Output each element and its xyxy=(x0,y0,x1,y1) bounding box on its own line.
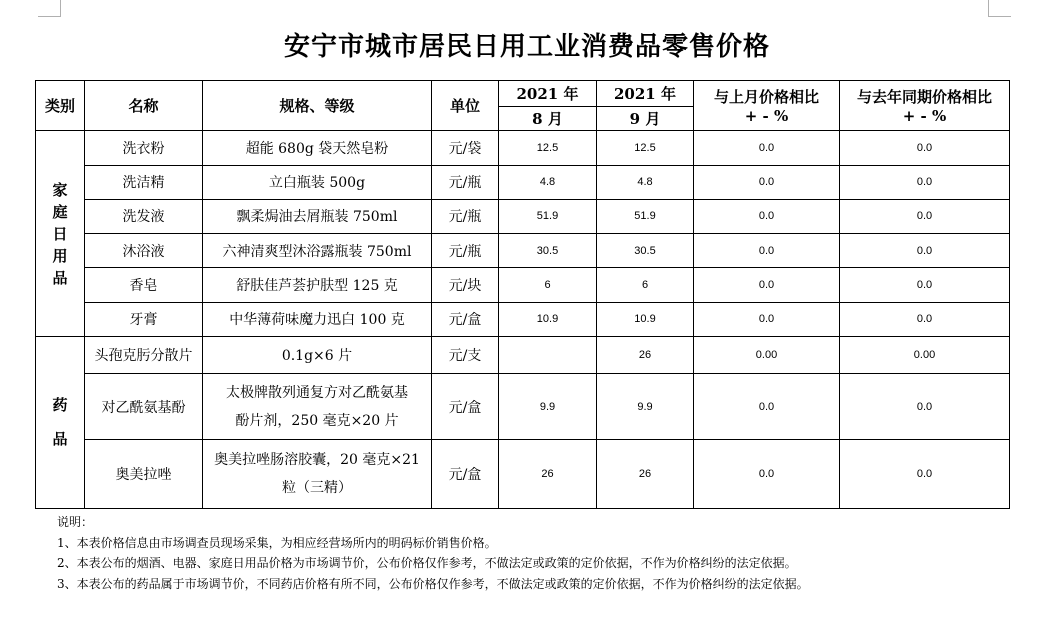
item-unit: 元/盒 xyxy=(432,440,499,509)
item-spec: 超能 680g 袋天然皂粉 xyxy=(203,131,432,165)
item-name: 洗发液 xyxy=(85,199,203,233)
price-aug: 4.8 xyxy=(499,165,597,199)
table-row xyxy=(36,234,1010,268)
item-spec: 中华薄荷味魔力迅白 100 克 xyxy=(203,302,432,336)
item-unit: 元/块 xyxy=(432,268,499,302)
change-mom: 0.00 xyxy=(694,336,840,373)
table-row xyxy=(36,131,1010,165)
header-unit: 单位 xyxy=(432,81,499,131)
change-yoy: 0.0 xyxy=(840,131,1010,165)
header-year-sep: 2021 年 xyxy=(597,81,694,107)
change-yoy: 0.0 xyxy=(840,268,1010,302)
item-spec: 飘柔焗油去屑瓶装 750ml xyxy=(203,199,432,233)
change-mom: 0.0 xyxy=(694,131,840,165)
item-spec-line: 太极牌散列通复方对乙酰氨基 xyxy=(226,384,408,401)
price-sep: 12.5 xyxy=(597,131,694,165)
header-mom-line2: + - % xyxy=(744,107,789,126)
header-month-sep: 9 月 xyxy=(597,107,694,131)
item-unit: 元/支 xyxy=(432,336,499,373)
header-mom-line1: 与上月价格相比 xyxy=(713,88,819,107)
item-spec-line: 粒（三精） xyxy=(282,480,352,497)
change-yoy: 0.00 xyxy=(840,336,1010,373)
item-unit: 元/瓶 xyxy=(432,165,499,199)
header-category: 类别 xyxy=(36,81,85,131)
header-row xyxy=(36,81,1010,107)
item-unit: 元/袋 xyxy=(432,131,499,165)
notes-section xyxy=(57,512,809,594)
price-sep: 51.9 xyxy=(597,199,694,233)
table-row xyxy=(36,302,1010,336)
category-char: 庭 xyxy=(52,202,68,221)
header-name: 名称 xyxy=(85,81,203,131)
item-spec: 立白瓶装 500g xyxy=(203,165,432,199)
table-row xyxy=(36,199,1010,233)
item-name: 香皂 xyxy=(85,268,203,302)
category-medicine xyxy=(36,336,85,508)
item-spec: 舒肤佳芦荟护肤型 125 克 xyxy=(203,268,432,302)
table-row xyxy=(36,373,1010,439)
item-spec xyxy=(203,373,432,439)
price-sep: 26 xyxy=(597,336,694,373)
change-mom: 0.0 xyxy=(694,268,840,302)
category-char: 药 xyxy=(52,396,68,415)
table-row xyxy=(36,268,1010,302)
item-spec xyxy=(203,440,432,509)
note-item: 2、本表公布的烟酒、电器、家庭日用品价格为市场调节价，公布价格仅作参考，不做法定或政策的定价依据，不作为价格纠纷的法定依据。 xyxy=(57,556,797,570)
change-mom: 0.0 xyxy=(694,234,840,268)
item-unit: 元/瓶 xyxy=(432,199,499,233)
change-yoy: 0.0 xyxy=(840,234,1010,268)
item-unit: 元/瓶 xyxy=(432,234,499,268)
category-char: 用 xyxy=(52,246,68,265)
change-mom: 0.0 xyxy=(694,440,840,509)
category-char: 品 xyxy=(52,268,68,287)
item-name: 奥美拉唑 xyxy=(85,440,203,509)
price-sep: 4.8 xyxy=(597,165,694,199)
price-table xyxy=(35,80,1010,509)
note-item: 1、本表价格信息由市场调查员现场采集，为相应经营场所内的明码标价销售价格。 xyxy=(57,535,497,550)
item-name: 沐浴液 xyxy=(85,234,203,268)
price-aug: 26 xyxy=(499,440,597,509)
category-household xyxy=(36,131,85,336)
header-month-aug: 8 月 xyxy=(499,107,597,131)
item-unit: 元/盒 xyxy=(432,302,499,336)
notes-heading: 说明： xyxy=(57,515,94,529)
change-yoy: 0.0 xyxy=(840,302,1010,336)
price-aug xyxy=(499,336,597,373)
item-name: 洗洁精 xyxy=(85,165,203,199)
item-name: 头孢克肟分散片 xyxy=(85,336,203,373)
category-char: 日 xyxy=(52,224,68,243)
price-sep: 9.9 xyxy=(597,373,694,439)
price-sep: 30.5 xyxy=(597,234,694,268)
item-spec: 六神清爽型沐浴露瓶装 750ml xyxy=(203,234,432,268)
price-sep: 10.9 xyxy=(597,302,694,336)
header-spec: 规格、等级 xyxy=(203,81,432,131)
price-sep: 26 xyxy=(597,440,694,509)
item-unit: 元/盒 xyxy=(432,373,499,439)
change-yoy: 0.0 xyxy=(840,440,1010,509)
change-yoy: 0.0 xyxy=(840,373,1010,439)
item-name: 对乙酰氨基酚 xyxy=(85,373,203,439)
page-corner-mark-left xyxy=(38,0,61,17)
price-aug: 12.5 xyxy=(499,131,597,165)
category-char: 品 xyxy=(52,430,68,449)
header-mom xyxy=(694,81,840,131)
item-name: 洗衣粉 xyxy=(85,131,203,165)
price-aug: 30.5 xyxy=(499,234,597,268)
change-yoy: 0.0 xyxy=(840,165,1010,199)
header-yoy xyxy=(840,81,1010,131)
page-corner-mark-right xyxy=(988,0,1011,17)
price-aug: 6 xyxy=(499,268,597,302)
header-yoy-line1: 与去年同期价格相比 xyxy=(856,88,992,107)
table-row xyxy=(36,165,1010,199)
change-yoy: 0.0 xyxy=(840,199,1010,233)
change-mom: 0.0 xyxy=(694,373,840,439)
item-name: 牙膏 xyxy=(85,302,203,336)
price-aug: 51.9 xyxy=(499,199,597,233)
item-spec-line: 酚片剂，250 毫克×20 片 xyxy=(235,412,399,429)
header-year-aug: 2021 年 xyxy=(499,81,597,107)
item-spec: 0.1g×6 片 xyxy=(203,336,432,373)
change-mom: 0.0 xyxy=(694,302,840,336)
category-spacer xyxy=(36,416,84,428)
note-item: 3、本表公布的药品属于市场调节价，不同药店价格有所不同，公布价格仅作参考，不做法定或政策的定价依据，不作为价格纠纷的法定依据。 xyxy=(57,576,809,591)
change-mom: 0.0 xyxy=(694,199,840,233)
price-sep: 6 xyxy=(597,268,694,302)
category-char: 家 xyxy=(52,180,68,199)
header-yoy-line2: + - % xyxy=(902,107,947,126)
price-aug: 9.9 xyxy=(499,373,597,439)
price-aug: 10.9 xyxy=(499,302,597,336)
page-title: 安宁市城市居民日用工业消费品零售价格 xyxy=(283,32,770,62)
change-mom: 0.0 xyxy=(694,165,840,199)
table-row xyxy=(36,440,1010,509)
item-spec-line: 奥美拉唑肠溶胶囊，20 毫克×21 xyxy=(214,452,420,469)
table-row xyxy=(36,336,1010,373)
